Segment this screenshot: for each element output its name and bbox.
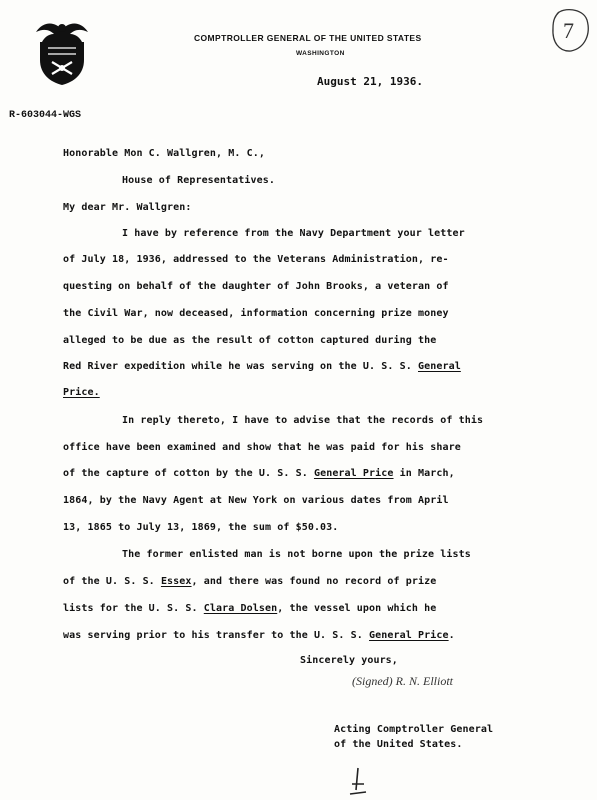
addressee-organization: House of Representatives. [122, 175, 276, 186]
body-text: . [448, 630, 455, 641]
ship-name-price: Price. [63, 387, 100, 398]
body-text: , and there was found no record of prize [191, 576, 437, 587]
body-line: 13, 1865 to July 13, 1869, the sum of $50.03. [63, 522, 339, 533]
body-line: office have been examined and show that he was paid for his share [63, 442, 461, 453]
letterhead-city: WASHINGTON [296, 50, 345, 57]
body-line: 1864, by the Navy Agent at New York on various dates from April [63, 495, 449, 506]
body-text: of the capture of cotton by the U. S. S. [63, 468, 314, 479]
ship-name-general-price: General [418, 361, 461, 372]
body-line: alleged to be due as the result of cotton captured during the [63, 335, 437, 346]
body-line: of July 18, 1936, addressed to the Veterans Administration, re- [63, 254, 449, 265]
body-text: was serving prior to his transfer to the U. S. S. [63, 630, 370, 641]
body-line: I have by reference from the Navy Department your letter [122, 228, 465, 239]
body-text: of the U. S. S. [63, 576, 161, 587]
body-line [63, 468, 455, 479]
eagle-seal-icon [30, 18, 94, 86]
body-line [63, 630, 455, 641]
body-line [63, 576, 436, 587]
footer-pen-mark [346, 766, 370, 796]
letter-date: August 21, 1936. [317, 75, 423, 88]
body-line [63, 361, 461, 372]
body-line [63, 603, 436, 614]
body-line: questing on behalf of the daughter of John Brooks, a veteran of [63, 281, 449, 292]
reference-number: R-603044-WGS [9, 110, 82, 121]
body-text: Red River expedition while he was serving on the U. S. S. [63, 361, 418, 372]
salutation: My dear Mr. Wallgren: [63, 202, 192, 213]
body-line: the Civil War, now deceased, information concerning prize money [63, 308, 449, 319]
signature-title: of the United States. [334, 739, 463, 750]
addressee-name: Honorable Mon C. Wallgren, M. C., [63, 148, 265, 159]
signature-title: Acting Comptroller General [334, 724, 494, 735]
body-line: In reply thereto, I have to advise that the records of this [122, 415, 484, 426]
page-number: 7 [563, 18, 574, 43]
ship-name-general-price: General Price [313, 468, 394, 479]
body-text: , the vessel upon which he [277, 603, 437, 614]
body-line: The former enlisted man is not borne upon the prize lists [122, 549, 471, 560]
ship-name-essex: Essex [160, 576, 192, 587]
page-number-mark [549, 6, 591, 54]
ship-name-clara-dolsen: Clara Dolsen [203, 603, 278, 614]
body-text: lists for the U. S. S. [63, 603, 204, 614]
signed-note: (Signed) R. N. Elliott [352, 674, 453, 688]
letterhead-title: COMPTROLLER GENERAL OF THE UNITED STATES [194, 33, 422, 43]
closing: Sincerely yours, [300, 655, 398, 666]
ship-name-general-price: General Price [369, 630, 449, 641]
body-text: in March, [393, 468, 455, 479]
